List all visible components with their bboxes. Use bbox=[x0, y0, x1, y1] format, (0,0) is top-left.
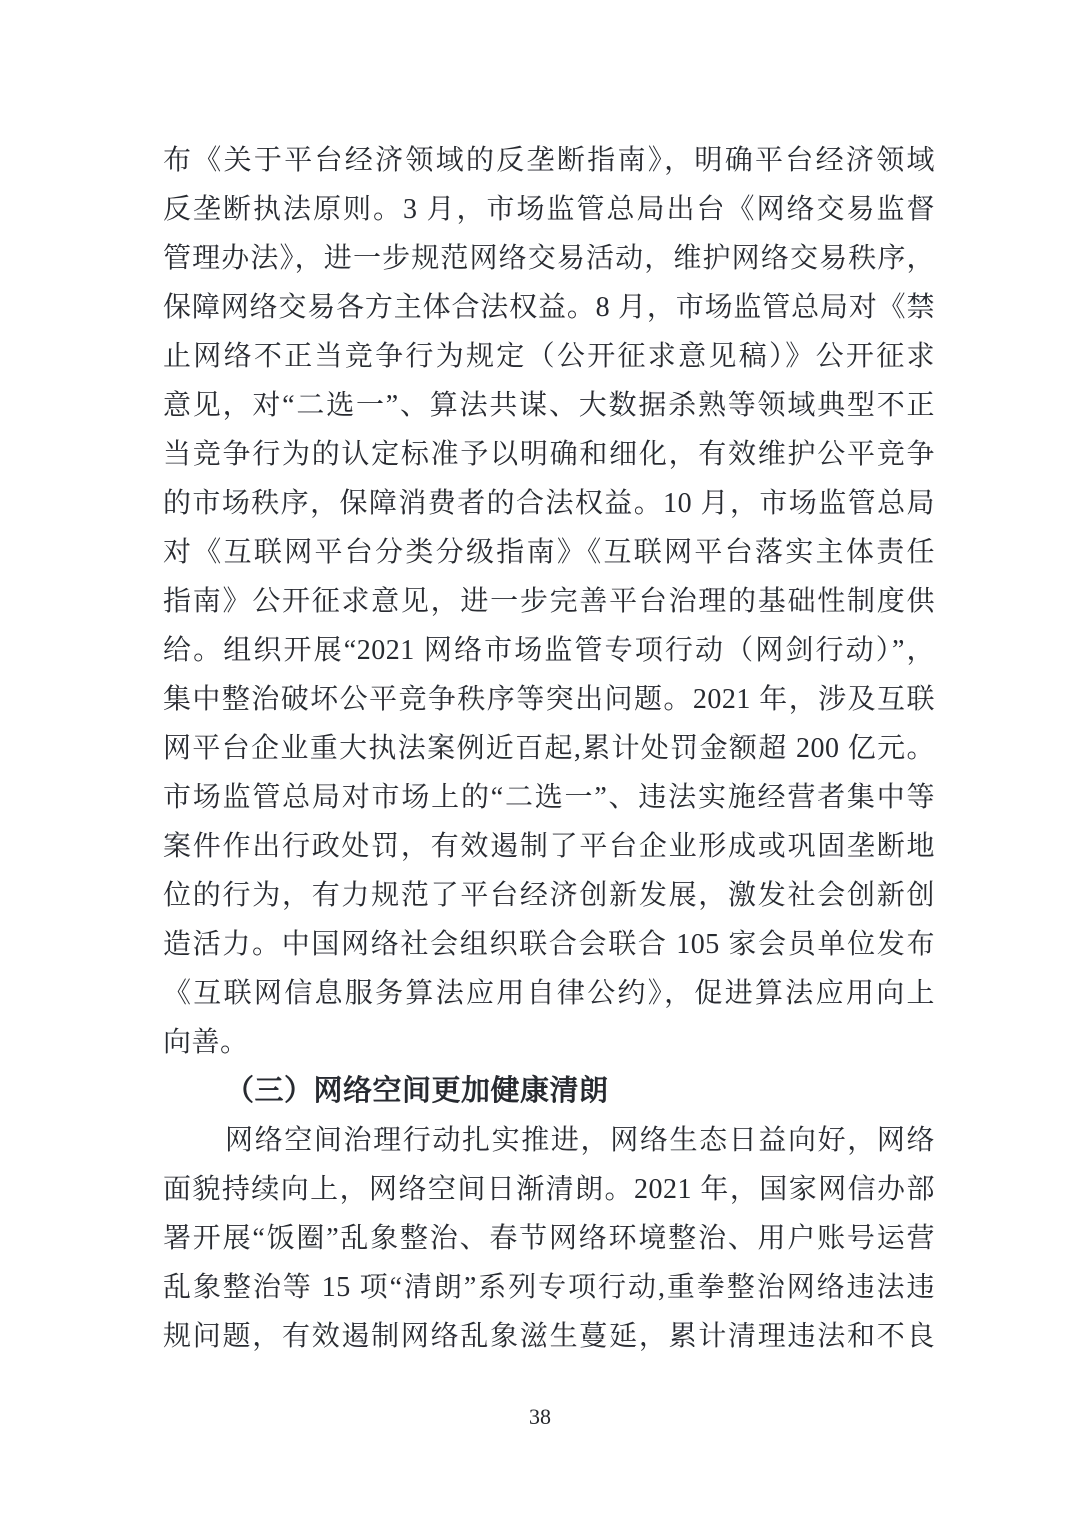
text-line: 位的行为，有力规范了平台经济创新发展，激发社会创新创 bbox=[163, 880, 935, 911]
paragraph-cyberspace-governance bbox=[163, 1116, 935, 1361]
text-line: 网络空间治理行动扎实推进，网络生态日益向好，网络 bbox=[225, 1125, 935, 1156]
text-line: 的市场秩序，保障消费者的合法权益。10 月，市场监管总局 bbox=[163, 488, 935, 519]
text-line: 管理办法》，进一步规范网络交易活动，维护网络交易秩序， bbox=[163, 243, 935, 274]
text-line: 面貌持续向上，网络空间日渐清朗。2021 年，国家网信办部 bbox=[163, 1174, 935, 1205]
text-line: 规问题，有效遏制网络乱象滋生蔓延，累计清理违法和不良 bbox=[163, 1321, 935, 1352]
text-line: 当竞争行为的认定标准予以明确和细化，有效维护公平竞争 bbox=[163, 439, 935, 470]
text-line: 网平台企业重大执法案例近百起,累计处罚金额超 200 亿元。 bbox=[163, 733, 935, 764]
section-heading: （三）网络空间更加健康清朗 bbox=[225, 1075, 609, 1107]
text-line: 《互联网信息服务算法应用自律公约》，促进算法应用向上 bbox=[163, 978, 935, 1009]
text-line: 给。组织开展“2021 网络市场监管专项行动（网剑行动）”， bbox=[163, 635, 935, 666]
text-line: 止网络不正当竞争行为规定（公开征求意见稿）》公开征求 bbox=[163, 341, 935, 372]
text-line: 案件作出行政处罚，有效遏制了平台企业形成或巩固垄断地 bbox=[163, 831, 935, 862]
text-line: 署开展“饭圈”乱象整治、春节网络环境整治、用户账号运营 bbox=[163, 1223, 935, 1254]
text-line: 市场监管总局对市场上的“二选一”、违法实施经营者集中等 bbox=[163, 782, 935, 813]
text-line: 造活力。中国网络社会组织联合会联合 105 家会员单位发布 bbox=[163, 929, 935, 960]
text-line: 反垄断执法原则。3 月，市场监管总局出台《网络交易监督 bbox=[163, 194, 935, 225]
page-number: 38 bbox=[529, 1404, 551, 1429]
text-line: 乱象整治等 15 项“清朗”系列专项行动,重拳整治网络违法违 bbox=[163, 1272, 935, 1303]
text-line: 集中整治破坏公平竞争秩序等突出问题。2021 年，涉及互联 bbox=[163, 684, 935, 715]
text-line: 对《互联网平台分类分级指南》《互联网平台落实主体责任 bbox=[163, 537, 935, 568]
text-line: 意见，对“二选一”、算法共谋、大数据杀熟等领域典型不正 bbox=[163, 390, 935, 421]
text-line: 布《关于平台经济领域的反垄断指南》，明确平台经济领域 bbox=[163, 145, 935, 176]
text-line: 指南》公开征求意见，进一步完善平台治理的基础性制度供 bbox=[163, 586, 935, 617]
page-body-text bbox=[163, 136, 935, 1361]
paragraph-antimonopoly-continuation bbox=[163, 136, 935, 1067]
text-line: 保障网络交易各方主体合法权益。8 月，市场监管总局对《禁 bbox=[163, 292, 935, 323]
text-line: 向善。 bbox=[163, 1027, 249, 1058]
